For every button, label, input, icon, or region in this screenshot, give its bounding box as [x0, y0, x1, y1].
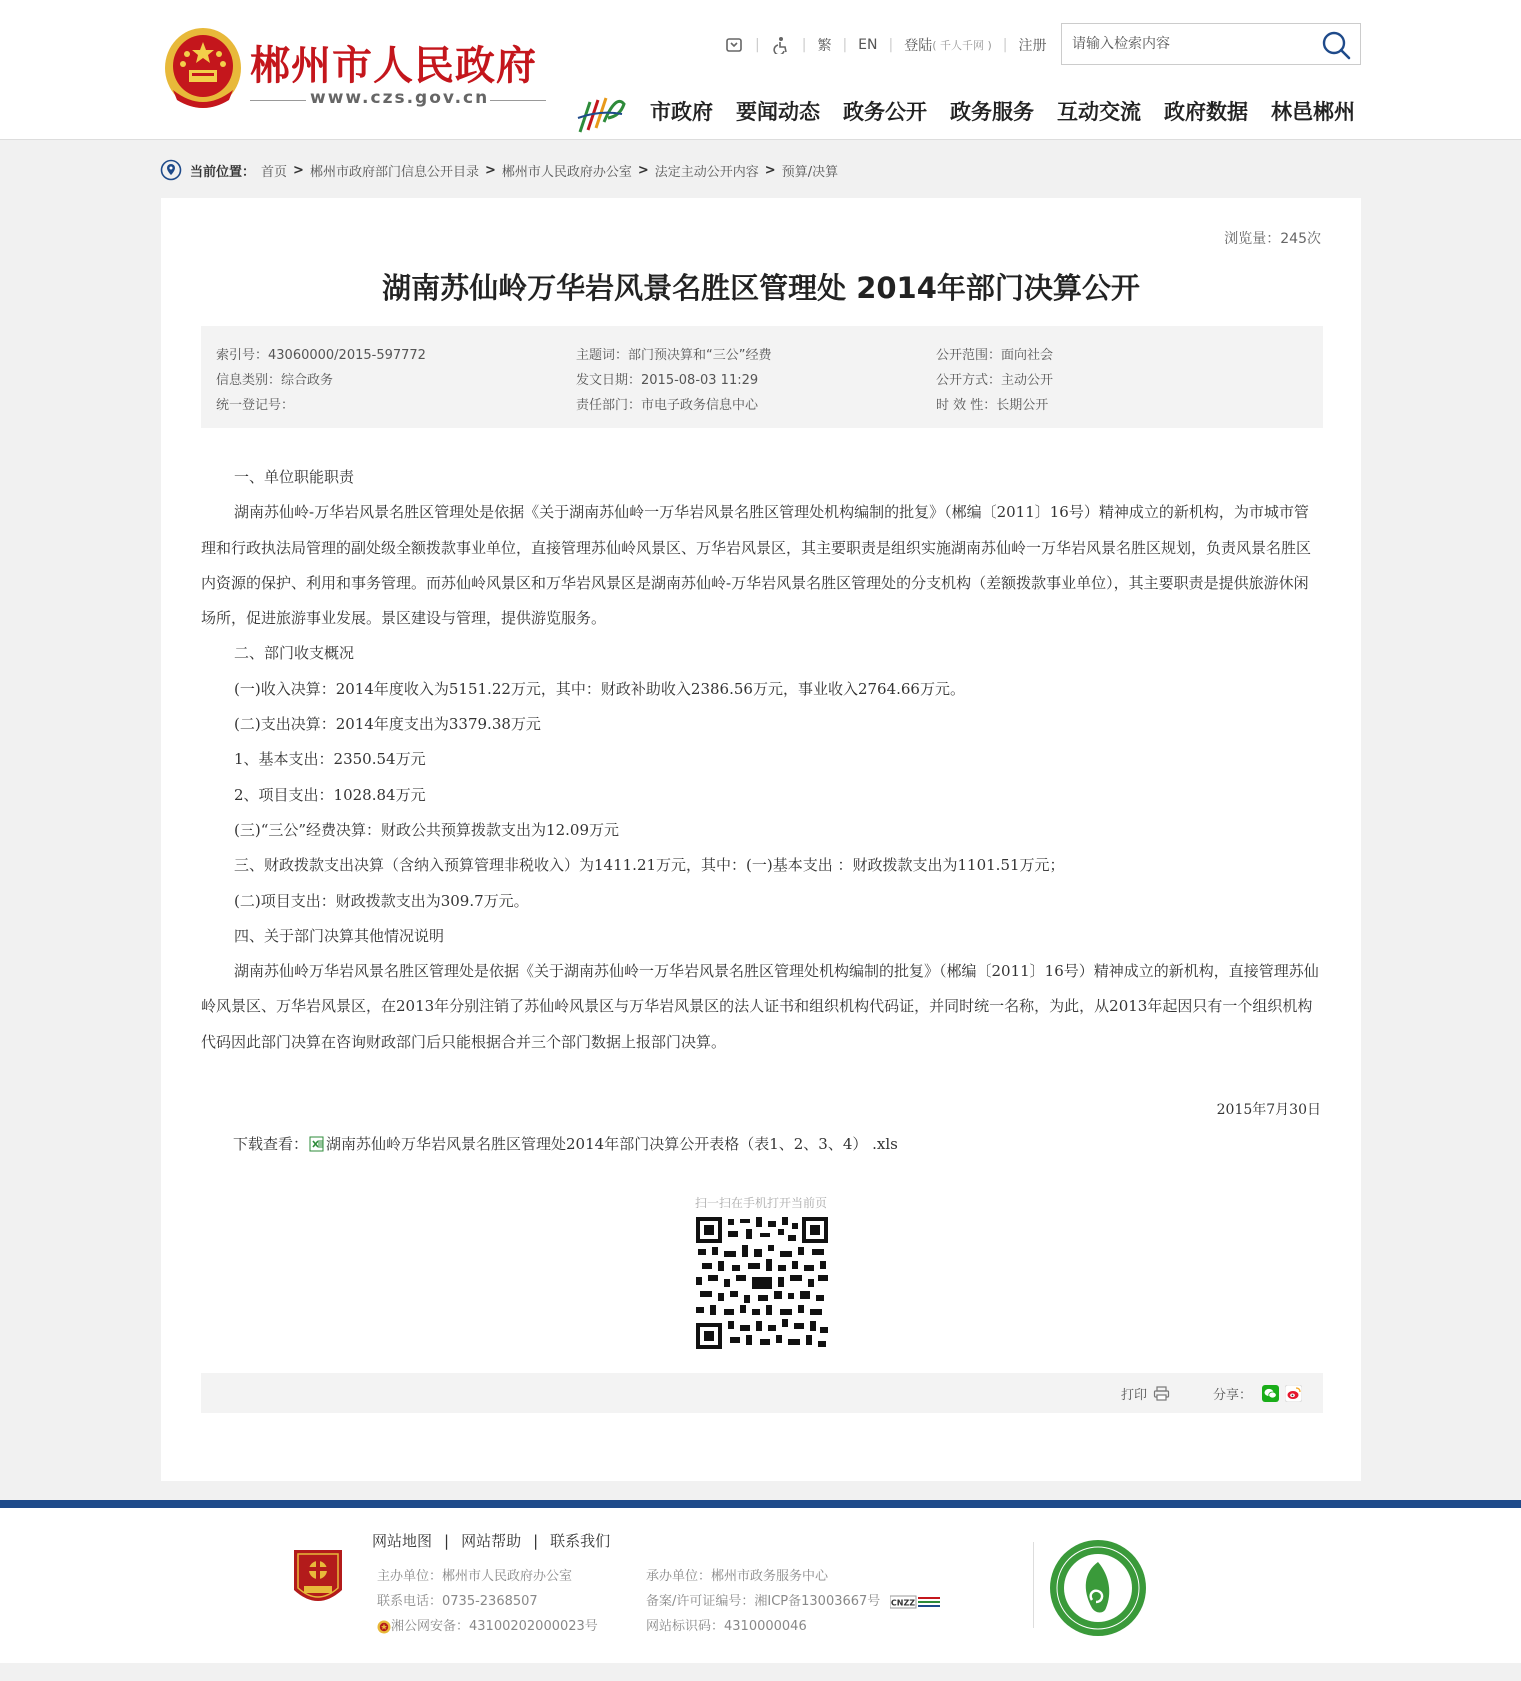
breadcrumb: 当前位置： 首页 > 郴州市政府部门信息公开目录 > 郴州市人民政府办公室 > 法定主动公开内容 > 预算/决算: [160, 160, 838, 180]
nav-item-city-gov[interactable]: 市政府: [650, 100, 713, 124]
footer-info-right: [646, 1564, 942, 1639]
share-group: [1213, 1384, 1302, 1403]
footer-icp-row: [646, 1589, 942, 1614]
footer-links: 网站地图 | 网站帮助 | 联系我们: [372, 1532, 611, 1550]
login-note: ( 千人千网 ): [932, 39, 992, 52]
site-header: [0, 0, 1521, 140]
nav-item-gov-data[interactable]: 政府数据: [1164, 100, 1248, 124]
traditional-chinese-link[interactable]: 繁: [817, 38, 832, 54]
footer-phone: 联系电话：0735-2368507: [377, 1594, 538, 1609]
site-footer: [0, 1508, 1521, 1663]
meta-reg-no: 统一登记号：: [216, 398, 295, 413]
breadcrumb-label: 当前位置：: [190, 164, 256, 180]
site-url: www.czs.gov.cn: [310, 88, 490, 108]
nav-item-gov-info[interactable]: 政务公开: [843, 100, 927, 124]
site-url-row: [250, 88, 546, 112]
footer-link-sitemap[interactable]: 网站地图: [372, 1532, 433, 1550]
body-paragraph: (二)支出决算：2014年度支出为3379.38万元: [234, 715, 541, 734]
body-paragraph: 1、基本支出：2350.54万元: [234, 750, 426, 769]
view-count: 浏览量：245次: [1224, 231, 1321, 247]
body-paragraph: (三)“三公”经费决算：财政公共预算拨款支出为12.09万元: [234, 820, 619, 839]
meta-index-no: 索引号：43060000/2015-597772: [216, 348, 426, 363]
body-paragraph: 2、项目支出：1028.84万元: [234, 785, 426, 804]
footer-operator: 承办单位：郴州市政务服务中心: [646, 1569, 829, 1584]
article-meta: [201, 326, 1323, 428]
nav-item-interaction[interactable]: 互动交流: [1057, 100, 1141, 124]
section-heading: 二、部门收支概况: [234, 644, 355, 663]
meta-dept: 责任部门：市电子政务信息中心: [576, 398, 759, 413]
login-link[interactable]: 登陆: [904, 38, 933, 54]
civilized-website-badge-icon[interactable]: [1048, 1538, 1148, 1638]
section-heading: 一、单位职能职责: [234, 468, 355, 486]
meta-info-category: 信息类别：综合政务: [216, 373, 334, 388]
site-name: 郴州市人民政府: [250, 43, 537, 89]
article-title: 湖南苏仙岭万华岩风景名胜区管理处 2014年部门决算公开: [382, 271, 1140, 305]
meta-issue-date: 发文日期：2015-08-03 11:29: [576, 373, 759, 388]
breadcrumb-item-office[interactable]: 郴州市人民政府办公室: [501, 164, 632, 180]
footer-link-contact[interactable]: 联系我们: [550, 1532, 611, 1550]
breadcrumb-item-catalog[interactable]: 郴州市政府部门信息公开目录: [309, 164, 479, 180]
footer-info-left: [377, 1564, 598, 1639]
article-card: [161, 198, 1361, 1481]
cnzz-stats-icon[interactable]: [890, 1595, 942, 1609]
share-label: 分享：: [1213, 1388, 1253, 1403]
download-file-link[interactable]: 湖南苏仙岭万华岩风景名胜区管理处2014年部门决算公开表格（表1、2、3、4） .xls: [326, 1135, 898, 1153]
footer-host: 主办单位：郴州市人民政府办公室: [377, 1569, 573, 1584]
search-box: [1061, 23, 1361, 65]
breadcrumb-item-statutory[interactable]: 法定主动公开内容: [654, 164, 759, 180]
footer-site-code: 网站标识码：4310000046: [646, 1619, 807, 1634]
weibo-icon[interactable]: [1285, 1385, 1302, 1402]
location-pin-icon: [160, 159, 182, 181]
divider-line: [250, 100, 306, 101]
nav-item-gov-service[interactable]: 政务服务: [950, 100, 1034, 124]
footer-top-bar: [0, 1500, 1521, 1508]
excel-file-icon: [309, 1136, 325, 1152]
article-body: [201, 460, 1323, 1060]
qr-caption: 扫一扫在手机打开当前页: [694, 1196, 827, 1210]
wechat-icon[interactable]: [1262, 1385, 1279, 1402]
city-logo-icon: [576, 92, 628, 136]
search-icon[interactable]: [1320, 29, 1352, 61]
print-label: 打印: [1121, 1388, 1148, 1403]
footer-police[interactable]: 湘公网安备：43100202000023号: [391, 1619, 598, 1634]
divider-line: [490, 100, 546, 101]
nav-item-linyi-chenzhou[interactable]: 林邑郴州: [1271, 100, 1355, 124]
accessibility-mode-icon[interactable]: [724, 36, 744, 54]
body-paragraph: 湖南苏仙岭万华岩风景名胜区管理处是依据《关于湖南苏仙岭一万华岩风景名胜区管理处机构编制的批复》（郴编〔2011〕16号）精神成立的新机构，直接管理苏仙岭风景区、万华岩风景区，在2013年分别注销了苏仙岭风景区与万华岩风景区的法人证书和组织机构代码证，并同时统一名称，为此，从2013年起因只有一个组织机构代码因此部门决算在咨询财政部门后只能根据合并三个部门数据上报部门决算。: [201, 962, 1319, 1051]
printer-icon: [1153, 1385, 1170, 1402]
national-emblem-icon[interactable]: [163, 26, 243, 110]
body-paragraph: (一)收入决算：2014年度收入为5151.22万元，其中：财政补助收入2386.56万元，事业收入2764.66万元。: [234, 679, 965, 698]
police-badge-icon[interactable]: [377, 1620, 391, 1634]
top-toolbar: | | 繁 | EN | 登陆 ( 千人千网 ) | 注册: [724, 34, 1047, 56]
party-government-badge-icon[interactable]: [292, 1546, 344, 1610]
body-paragraph: (二)项目支出：财政拨款支出为309.7万元。: [234, 891, 529, 910]
meta-scope: 公开范围：面向社会: [936, 348, 1054, 363]
footer-icp[interactable]: 备案/许可证编号：湘ICP备13003667号: [646, 1594, 881, 1609]
wheelchair-icon[interactable]: [771, 36, 791, 54]
register-link[interactable]: 注册: [1018, 38, 1047, 54]
main-nav: [650, 96, 1355, 128]
meta-method: 公开方式：主动公开: [936, 373, 1054, 388]
sign-date: 2015年7月30日: [1216, 1102, 1321, 1118]
download-row: [233, 1133, 898, 1154]
footer-police-row: [377, 1614, 598, 1639]
body-paragraph: 湖南苏仙岭-万华岩风景名胜区管理处是依据《关于湖南苏仙岭一万华岩风景名胜区管理处机构编制的批复》（郴编〔2011〕16号）精神成立的新机构，为市城市管理和行政执法局管理的副处级全额拨款事业单位，直接管理苏仙岭风景区、万华岩风景区，其主要职责是组织实施湖南苏仙岭一万华岩风景名胜区规划，负责风景名胜区内资源的保护、利用和事务管理。而苏仙岭风景区和万华岩风景区是湖南苏仙岭-万华岩风景名胜区管理处的分支机构（差额拨款事业单位），其主要职责是提供旅游休闲场所，促进旅游事业发展。景区建设与管理，提供游览服务。: [201, 503, 1312, 628]
download-label: 下载查看：: [233, 1135, 309, 1153]
breadcrumb-item-home[interactable]: 首页: [261, 164, 288, 180]
english-link[interactable]: EN: [858, 37, 878, 53]
meta-subject: 主题词：部门预决算和“三公”经费: [576, 348, 772, 363]
footer-link-help[interactable]: 网站帮助: [461, 1532, 522, 1550]
qr-code-icon: [694, 1215, 830, 1351]
footer-divider: [1033, 1542, 1034, 1628]
meta-validity: 时 效 性：长期公开: [936, 398, 1049, 413]
svg-text:CNZZ: CNZZ: [891, 1598, 916, 1607]
print-button[interactable]: [1121, 1384, 1170, 1403]
body-paragraph: 三、财政拨款支出决算（含纳入预算管理非税收入）为1411.21万元，其中：(一)基本支出 ：财政拨款支出为1101.51万元；: [234, 856, 1065, 875]
section-heading: 四、关于部门决算其他情况说明: [234, 926, 445, 945]
breadcrumb-item-budget[interactable]: 预算/决算: [781, 164, 839, 180]
action-bar: [201, 1373, 1323, 1413]
nav-item-news[interactable]: 要闻动态: [736, 100, 820, 124]
search-input[interactable]: [1072, 32, 1312, 56]
